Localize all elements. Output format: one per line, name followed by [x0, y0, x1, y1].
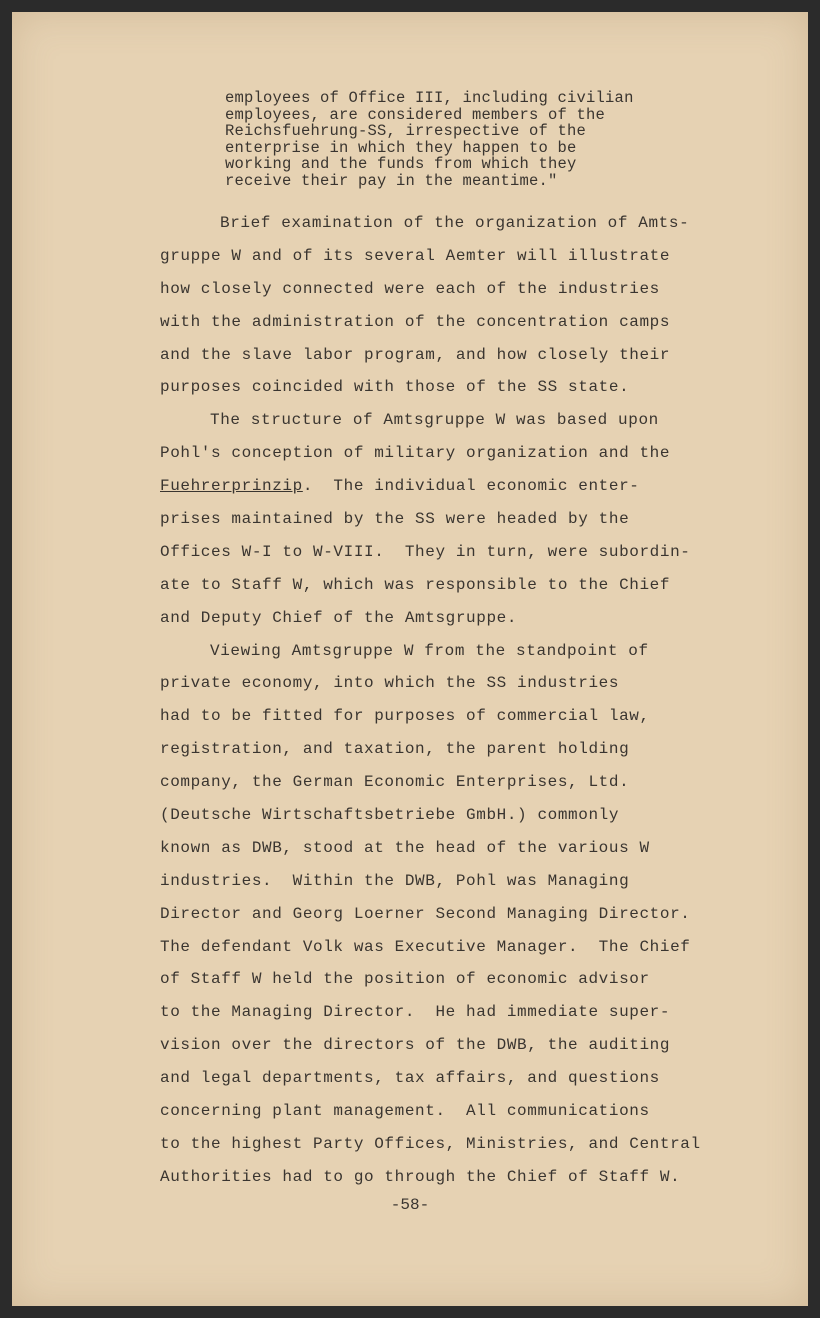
paragraph-3-line: Director and Georg Loerner Second Managing Director. [160, 904, 691, 923]
paragraph-1-line: purposes coincided with those of the SS state. [160, 378, 630, 397]
paragraph-2-line: prises maintained by the SS were headed by the [160, 510, 630, 529]
page-number: -58- [390, 1196, 430, 1214]
paragraph-3-line: (Deutsche Wirtschaftsbetriebe GmbH.) commonly [160, 806, 620, 825]
quote-line: enterprise in which they happen to be [225, 138, 577, 157]
paragraph-3-line: had to be fitted for purposes of commercial law, [160, 707, 650, 726]
paragraph-1-line: Brief examination of the organization of Amts- [220, 214, 690, 232]
paragraph-2-line: ate to Staff W, which was responsible to the Chief [160, 575, 671, 594]
paragraph-3-line: registration, and taxation, the parent holding [160, 740, 630, 759]
paragraph-1-line: gruppe W and of its several Aemter will illustrate [160, 246, 671, 265]
body-text [160, 207, 700, 1194]
quote-line: working and the funds from which they [225, 155, 577, 174]
paragraph-3-line: to the highest Party Offices, Ministries, and Central [160, 1134, 701, 1153]
paragraph-3-line: vision over the directors of the DWB, the auditing [160, 1036, 671, 1055]
paragraph-3-line: Authorities had to go through the Chief of Staff W. [160, 1167, 681, 1186]
paragraph-3-line: Viewing Amtsgruppe W from the standpoint of [210, 641, 649, 660]
document-page [12, 12, 808, 1306]
paragraph-2-line: Offices W-I to W-VIII. They in turn, were subordin- [160, 542, 691, 561]
paragraph-3-line: to the Managing Director. He had immediate super- [160, 1003, 671, 1022]
paragraph-3-line: and legal departments, tax affairs, and questions [160, 1069, 660, 1088]
paragraph-3-line: concerning plant management. All communications [160, 1102, 650, 1121]
paragraph-2-line [160, 470, 700, 503]
paragraph-1-line: and the slave labor program, and how closely their [160, 345, 671, 364]
quote-line: employees, are considered members of the [225, 105, 606, 124]
quote-line: Reichsfuehrung-SS, irrespective of the [225, 122, 587, 141]
paragraph-2-line: and Deputy Chief of the Amtsgruppe. [160, 608, 518, 627]
paragraph-1-line: with the administration of the concentration camps [160, 312, 671, 331]
paragraph-3-line: The defendant Volk was Executive Manager. The Chief [160, 937, 691, 956]
block-quote [225, 90, 685, 190]
quote-line: receive their pay in the meantime." [225, 171, 558, 190]
paragraph-3-line: private economy, into which the SS industries [160, 674, 620, 693]
paragraph-2-line: The structure of Amtsgruppe W was based upon [210, 411, 659, 430]
paragraph-2-line: Pohl's conception of military organization and the [160, 444, 671, 463]
paragraph-3-line: company, the German Economic Enterprises, Ltd. [160, 773, 630, 792]
underlined-term: Fuehrerprinzip [160, 477, 303, 496]
paragraph-1-line: how closely connected were each of the industries [160, 279, 660, 298]
paragraph-3-line: of Staff W held the position of economic advisor [160, 970, 650, 989]
paragraph-3-line: industries. Within the DWB, Pohl was Managing [160, 871, 630, 890]
paragraph-3-line: known as DWB, stood at the head of the various W [160, 838, 650, 857]
quote-line: employees of Office III, including civilian [225, 89, 634, 107]
paragraph-2-line-rest: . The individual economic enter- [302, 477, 640, 496]
